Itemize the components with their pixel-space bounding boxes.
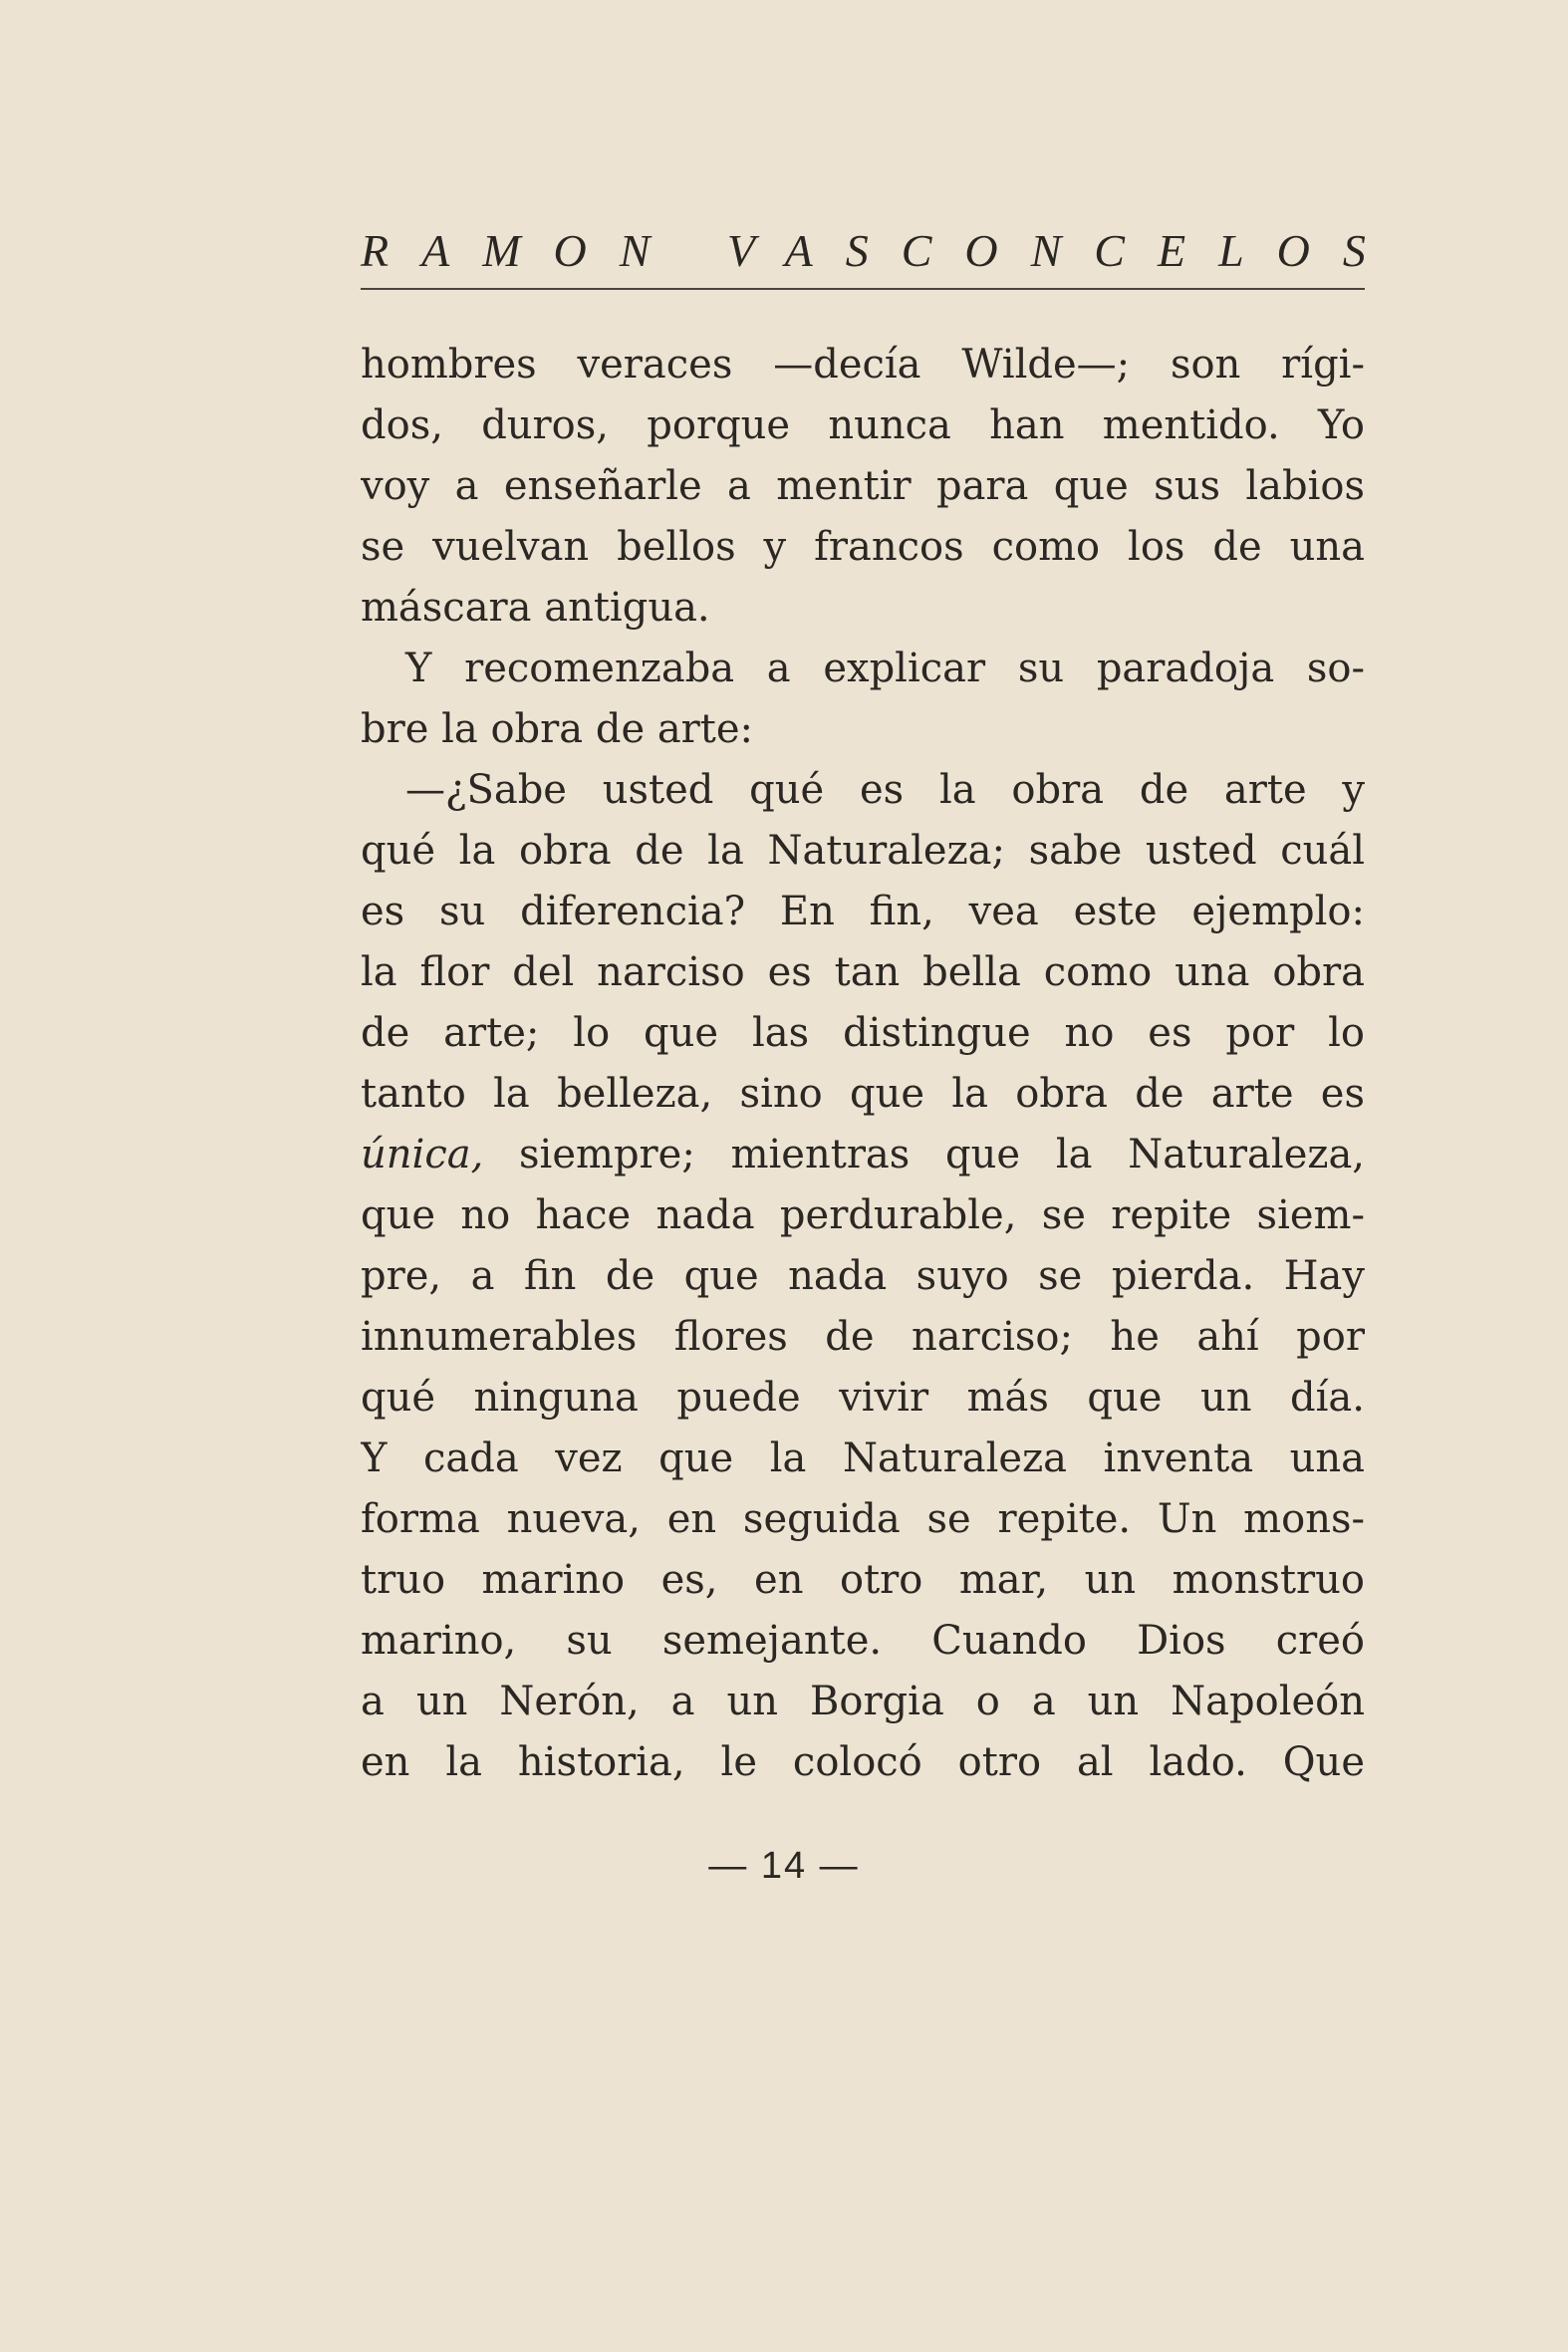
text-line: es su diferencia? En fin, vea este ejemplo: xyxy=(361,889,1365,934)
text-line: tanto la belleza, sino que la obra de arte es xyxy=(361,1071,1365,1117)
text-line: a un Nerón, a un Borgia o a un Napoleón xyxy=(361,1679,1365,1724)
text-line: la flor del narciso es tan bella como una obra xyxy=(361,949,1365,995)
text-line: truo marino es, en otro mar, un monstruo xyxy=(361,1557,1365,1603)
text-line: que no hace nada perdurable, se repite siem- xyxy=(361,1192,1365,1238)
text-line: Y cada vez que la Naturaleza inventa una xyxy=(361,1436,1365,1481)
page-number: — 14 — xyxy=(708,1845,860,1887)
text-line xyxy=(361,1125,1365,1185)
text-line: qué ninguna puede vivir más que un día. xyxy=(361,1375,1365,1421)
body-text xyxy=(361,335,1365,1793)
text-line: —¿Sabe usted qué es la obra de arte y xyxy=(405,767,1365,813)
text-line: máscara antigua. xyxy=(361,585,710,631)
header-rule xyxy=(361,288,1365,290)
text-line: se vuelvan bellos y francos como los de una xyxy=(361,524,1365,570)
text-line: de arte; lo que las distingue no es por lo xyxy=(361,1010,1365,1056)
text-line: innumerables flores de narciso; he ahí por xyxy=(361,1314,1365,1360)
running-head: RAMON VASCONCELOS xyxy=(361,225,1399,276)
text-line: qué la obra de la Naturaleza; sabe usted cuál xyxy=(361,828,1365,874)
text-line: Y recomenzaba a explicar su paradoja so- xyxy=(405,646,1365,691)
text-line: hombres veraces —decía Wilde—; son rígi- xyxy=(361,342,1365,388)
italic-word: única, xyxy=(361,1132,484,1177)
line-rest: siempre; mientras que la Naturaleza, xyxy=(483,1132,1365,1177)
text-line: pre, a fin de que nada suyo se pierda. Hay xyxy=(361,1253,1365,1299)
text-line: forma nueva, en seguida se repite. Un mons- xyxy=(361,1496,1365,1542)
text-line: dos, duros, porque nunca han mentido. Yo xyxy=(361,402,1365,448)
text-line: bre la obra de arte: xyxy=(361,706,754,752)
text-line: marino, su semejante. Cuando Dios creó xyxy=(361,1618,1365,1664)
text-line: voy a enseñarle a mentir para que sus labios xyxy=(361,463,1365,509)
text-line: en la historia, le colocó otro al lado. Que xyxy=(361,1739,1365,1785)
